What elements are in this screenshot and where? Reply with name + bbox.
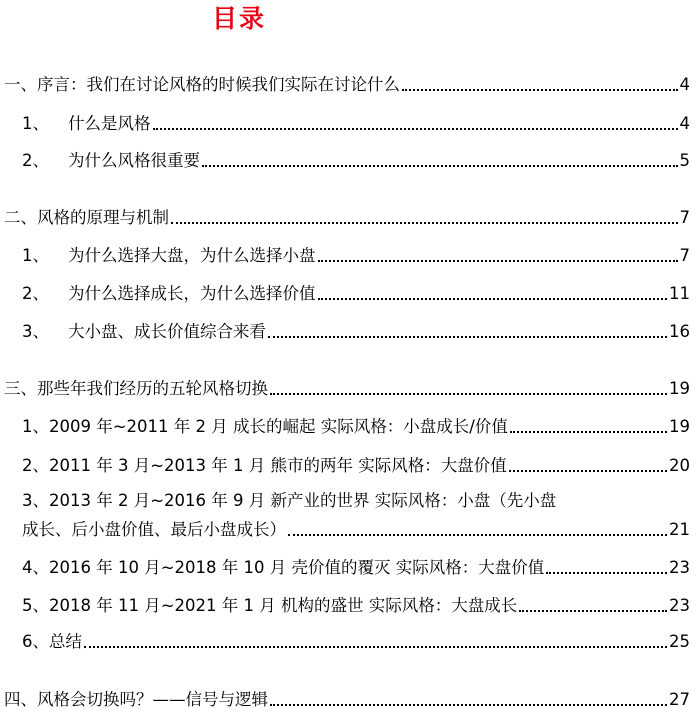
toc-entry-label: 1、2009 年~2011 年 2 月 成长的崛起 实际风格：小盘成长/价值 — [22, 417, 508, 436]
toc-entry-text: 大小盘、成长价值综合来看 — [68, 322, 266, 341]
toc-page-number: 4 — [679, 75, 690, 94]
toc-entry-text: 什么是风格 — [68, 114, 151, 133]
toc-entry-3-2[interactable] — [22, 451, 690, 478]
toc-entry-section-4[interactable] — [4, 685, 690, 712]
toc-page-number: 19 — [669, 379, 690, 398]
toc-title: 目录 — [211, 4, 266, 33]
toc-entry-3-3[interactable] — [22, 515, 690, 542]
toc-page-number: 27 — [669, 690, 690, 709]
toc-entry-label: 四、风格会切换吗？——信号与逻辑 — [4, 690, 268, 709]
toc-page-number: 21 — [669, 520, 690, 539]
toc-entry-label — [22, 320, 266, 344]
toc-page-number: 23 — [669, 596, 690, 615]
dot-leader — [318, 280, 668, 300]
toc-entry-section-1[interactable] — [4, 70, 690, 97]
toc-page-number: 4 — [679, 114, 690, 133]
toc-entry-section-3[interactable] — [4, 374, 690, 401]
toc-page-number: 19 — [669, 417, 690, 436]
toc-entry-label: 三、那些年我们经历的五轮风格切换 — [4, 379, 268, 398]
toc-entry-3-6[interactable] — [22, 627, 690, 654]
toc-entry-text: 为什么选择成长，为什么选择价值 — [68, 284, 316, 303]
toc-entry-label — [22, 282, 316, 306]
toc-entry-number: 1、 — [22, 114, 49, 133]
toc-entry-label: 二、风格的原理与机制 — [4, 208, 169, 227]
toc-entry-label: 2、2011 年 3 月~2013 年 1 月 熊市的两年 实际风格：大盘价值 — [22, 456, 507, 475]
toc-entry-label — [22, 244, 316, 268]
toc-entry-label: 成长、后小盘价值、最后小盘成长） — [22, 520, 286, 539]
toc-page-number: 20 — [669, 456, 690, 475]
toc-entry-3-3-line1[interactable]: 3、2013 年 2 月~2016 年 9 月 新产业的世界 实际风格：小盘（先小盘 — [22, 491, 557, 510]
toc-entry-1-2[interactable] — [22, 146, 690, 173]
dot-leader — [509, 452, 667, 472]
toc-entry-label: 6、总结 — [22, 632, 82, 651]
toc-page-number: 11 — [669, 284, 690, 303]
toc-entry-number: 3、 — [22, 322, 49, 341]
dot-leader — [510, 413, 667, 433]
dot-leader — [402, 71, 678, 91]
toc-entry-number: 2、 — [22, 284, 49, 303]
toc-entry-3-1[interactable] — [22, 412, 690, 439]
toc-entry-3-5[interactable] — [22, 591, 690, 618]
dot-leader — [153, 110, 678, 130]
toc-entry-2-1[interactable] — [22, 241, 690, 268]
toc-entry-2-3[interactable] — [22, 317, 690, 344]
dot-leader — [318, 242, 678, 262]
toc-page-number: 7 — [679, 246, 690, 265]
dot-leader — [84, 628, 667, 648]
toc-entry-label — [22, 112, 151, 136]
toc-entry-text: 为什么选择大盘，为什么选择小盘 — [68, 246, 316, 265]
toc-entry-label: 一、序言：我们在讨论风格的时候我们实际在讨论什么 — [4, 75, 400, 94]
toc-entry-number: 2、 — [22, 151, 49, 170]
toc-entry-text: 为什么风格很重要 — [68, 151, 200, 170]
dot-leader — [270, 375, 667, 395]
dot-leader — [171, 204, 678, 224]
toc-entry-label: 4、2016 年 10 月~2018 年 10 月 壳价值的覆灭 实际风格：大盘价值 — [22, 558, 545, 577]
toc-entry-number: 1、 — [22, 246, 49, 265]
toc-entry-label — [22, 149, 200, 173]
toc-entry-2-2[interactable] — [22, 279, 690, 306]
toc-page-number: 25 — [669, 632, 690, 651]
toc-page-number: 16 — [669, 322, 690, 341]
toc-page-number: 7 — [679, 208, 690, 227]
dot-leader — [268, 318, 667, 338]
dot-leader — [288, 516, 667, 536]
dot-leader — [546, 554, 667, 574]
toc-page-number: 23 — [669, 558, 690, 577]
dot-leader — [270, 686, 667, 706]
dot-leader — [202, 147, 678, 167]
toc-entry-label: 5、2018 年 11 月~2021 年 1 月 机构的盛世 实际风格：大盘成长 — [22, 596, 518, 615]
toc-page-number: 5 — [679, 151, 690, 170]
toc-entry-1-1[interactable] — [22, 109, 690, 136]
toc-entry-3-4[interactable] — [22, 553, 690, 580]
dot-leader — [519, 592, 667, 612]
toc-entry-section-2[interactable] — [4, 203, 690, 230]
